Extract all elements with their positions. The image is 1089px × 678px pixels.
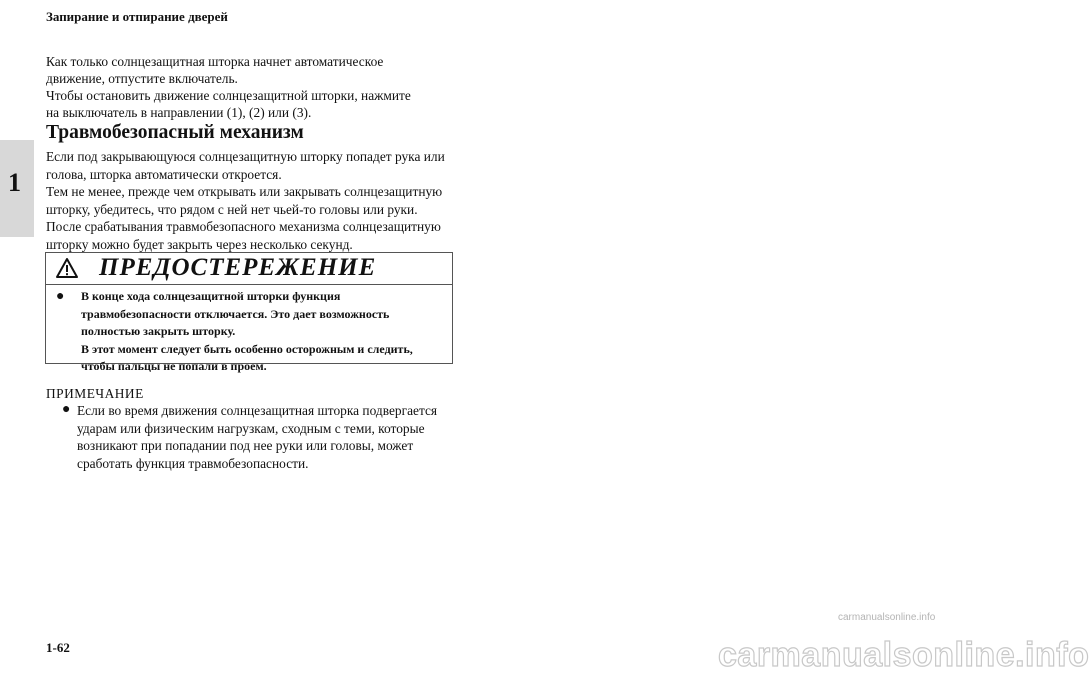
note-line: Если во время движения солнцезащитная шторка подвергается (77, 403, 438, 418)
watermark-text: carmanualsonline.info (838, 612, 936, 623)
warning-line: полностью закрыть шторку. (81, 324, 236, 338)
intro-line: Чтобы остановить движение солнцезащитной шторки, нажмите (46, 88, 411, 103)
note-bullet: ● (62, 402, 71, 417)
intro-paragraph (46, 53, 466, 121)
warning-bullet: ● (56, 289, 65, 304)
running-head: Запирание и отпирание дверей (46, 9, 228, 24)
warning-header (46, 253, 452, 285)
warning-line: В этот момент следует быть особенно осторожным и следить, (81, 341, 413, 356)
warning-line: травмобезопасности отключается. Это дает возможность (81, 306, 390, 321)
warning-line: чтобы пальцы не попали в проем. (81, 359, 267, 373)
section-body (46, 148, 466, 253)
warning-line: В конце хода солнцезащитной шторки функция (81, 289, 341, 303)
note-text (77, 402, 467, 472)
page-number: 1-62 (46, 640, 70, 655)
section-title: Травмобезопасный механизм (46, 122, 304, 143)
note-line: ударам или физическим нагрузкам, сходным с теми, которые (77, 420, 425, 436)
warning-box (45, 252, 453, 373)
section-line: шторку, убедитесь, что рядом с ней нет чьей-то головы или руки. (46, 201, 418, 217)
intro-line: движение, отпустите включатель. (46, 71, 238, 86)
section-line: Тем не менее, прежде чем открывать или закрывать солнцезащитную (46, 184, 443, 199)
note-line: сработать функция травмобезопасности. (77, 455, 309, 471)
section-line: голова, шторка автоматически откроется. (46, 166, 282, 182)
intro-line: Как только солнцезащитная шторка начнет автоматическое (46, 54, 384, 69)
site-logo[interactable]: carmanualsonline.info (718, 636, 1089, 674)
warning-title: ПРЕДОСТЕРЕЖЕНИЕ (99, 254, 377, 281)
warning-text (81, 288, 449, 376)
note-label: ПРИМЕЧАНИЕ (46, 386, 144, 401)
warning-triangle-icon (56, 258, 78, 278)
intro-line: на выключатель в направлении (1), (2) или (3). (46, 105, 312, 120)
section-line: После срабатывания травмобезопасного механизма солнцезащитную (46, 219, 441, 234)
chapter-number: 1 (8, 168, 21, 197)
section-line: шторку можно будет закрыть через несколько секунд. (46, 236, 353, 252)
section-line: Если под закрывающуюся солнцезащитную шторку попадет рука или (46, 149, 445, 164)
note-line: возникают при попадании под нее руки или головы, может (77, 438, 414, 453)
